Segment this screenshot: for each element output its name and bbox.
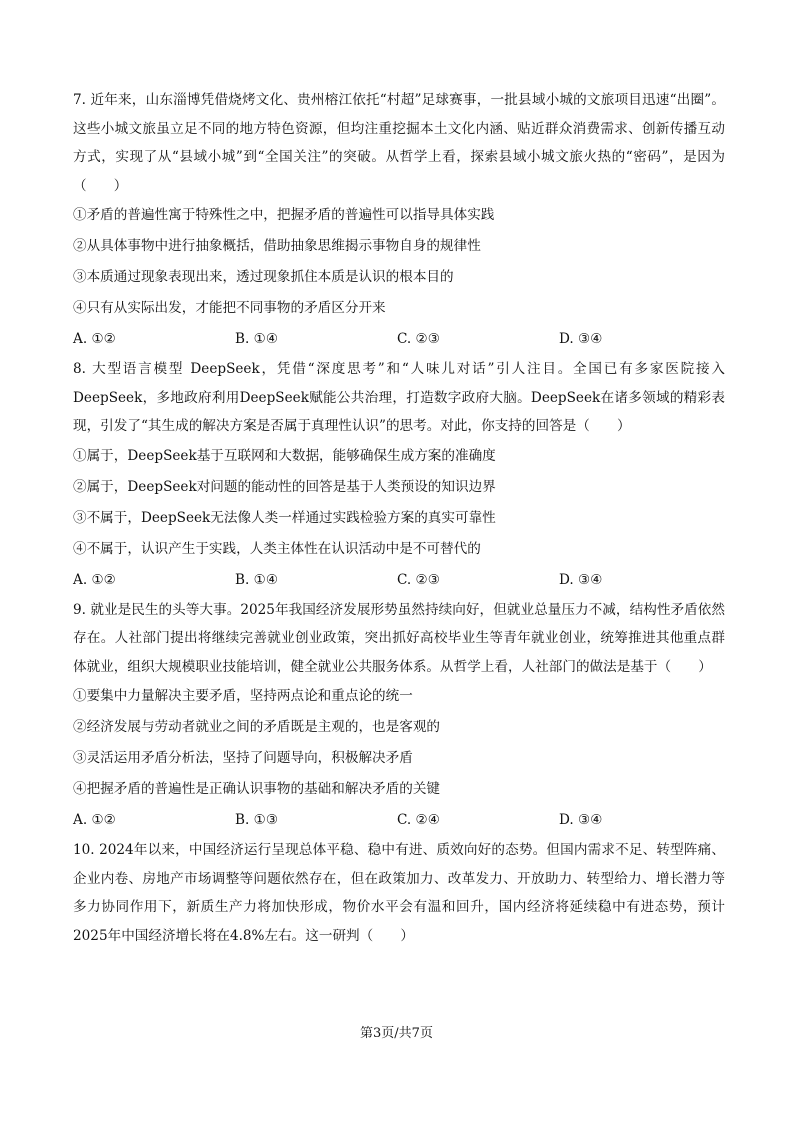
question-stem: 8. 大型语言模型 DeepSeek，凭借“深度思考”和“人味儿对话”引人注目。全国已有多家医院接入DeepSeek，多地政府利用DeepSeek赋能公共治理，打造数字政府大脑。DeepSeek在诸多领域的精彩表现，引发了“其生成的解决方案是否属于真理性认识”的思考。对此，你支持的回答是（ ）	[73, 361, 725, 434]
question-stem: 9. 就业是民生的头等大事。2025年我国经济发展形势虽然持续向好，但就业总量压力不减，结构性矛盾依然存在。人社部门提出将继续完善就业创业政策，突出抓好高校毕业生等青年就业创业，统筹推进其他重点群体就业，组织大规模职业技能培训，健全就业公共服务体系。从哲学上看，人社部门的做法是基于（ ）	[73, 601, 725, 675]
answer-choices	[73, 565, 725, 596]
choice-c: C. ②③	[397, 331, 440, 347]
question-10	[73, 836, 725, 950]
choice-a: A. ①②	[73, 571, 116, 588]
question-9	[73, 596, 725, 837]
option-statement-3: ③灵活运用矛盾分析法，坚持了问题导向，积极解决矛盾	[73, 750, 413, 766]
question-stem: 10. 2024年以来，中国经济运行呈现总体平稳、稳中有进、质效向好的态势。但国内需求不足、转型阵痛、企业内卷、房地产市场调整等问题依然存在，但在政策加力、改革发力、开放助力、转型给力、增长潜力等多力协同作用下，新质生产力将加快形成，物价水平会有温和回升，国内经济将延续稳中有进态势，预计2025年中国经济增长将在4.8%左右。这一研判（ ）	[73, 842, 725, 944]
option-statement-1: ①矛盾的普遍性寓于特殊性之中，把握矛盾的普遍性可以指导具体实践	[73, 207, 495, 223]
choice-d: D. ③④	[559, 571, 603, 588]
answer-choices	[73, 324, 725, 355]
choice-b: B. ①④	[235, 331, 279, 347]
page-number-footer: 第3页/共7页	[360, 1026, 433, 1041]
option-statement-2: ②经济发展与劳动者就业之间的矛盾既是主观的，也是客观的	[73, 719, 441, 735]
choice-c: C. ②③	[397, 571, 440, 588]
choice-a: A. ①②	[73, 331, 116, 347]
choice-a: A. ①②	[73, 812, 116, 828]
option-statement-4: ④只有从实际出发，才能把不同事物的矛盾区分开来	[73, 300, 386, 316]
question-7	[73, 86, 725, 355]
option-statement-3: ③不属于，DeepSeek无法像人类一样通过实践检验方案的真实可靠性	[73, 509, 496, 526]
choice-c: C. ②④	[397, 812, 440, 828]
option-statement-2: ②从具体事物中进行抽象概括，借助抽象思维揭示事物自身的规律性	[73, 238, 481, 254]
option-statement-3: ③本质通过现象表现出来，透过现象抓住本质是认识的根本目的	[73, 269, 454, 285]
option-statement-1: ①要集中力量解决主要矛盾，坚持两点论和重点论的统一	[73, 688, 413, 704]
question-stem: 7. 近年来，山东淄博凭借烧烤文化、贵州榕江依托“村超”足球赛事，一批县域小城的文旅项目迅速“出圈”。这些小城文旅虽立足不同的地方特色资源，但均注重挖掘本土文化内涵、贴近群众消费需求、创新传播互动方式，实现了从“县域小城”到“全国关注”的突破。从哲学上看，探索县域小城文旅火热的“密码”，是因为（ ）	[73, 92, 725, 194]
question-8	[73, 355, 725, 596]
answer-choices	[73, 805, 725, 836]
choice-d: D. ③④	[559, 812, 603, 828]
option-statement-1: ①属于，DeepSeek基于互联网和大数据，能够确保生成方案的准确度	[73, 447, 496, 464]
option-statement-4: ④把握矛盾的普遍性是正确认识事物的基础和解决矛盾的关键	[73, 781, 441, 797]
option-statement-2: ②属于，DeepSeek对问题的能动性的回答是基于人类预设的知识边界	[73, 478, 496, 495]
choice-b: B. ①③	[235, 812, 279, 828]
choice-d: D. ③④	[559, 331, 603, 347]
option-statement-4: ④不属于，认识产生于实践，人类主体性在认识活动中是不可替代的	[73, 540, 481, 557]
choice-b: B. ①④	[235, 571, 279, 588]
exam-page	[73, 86, 725, 950]
